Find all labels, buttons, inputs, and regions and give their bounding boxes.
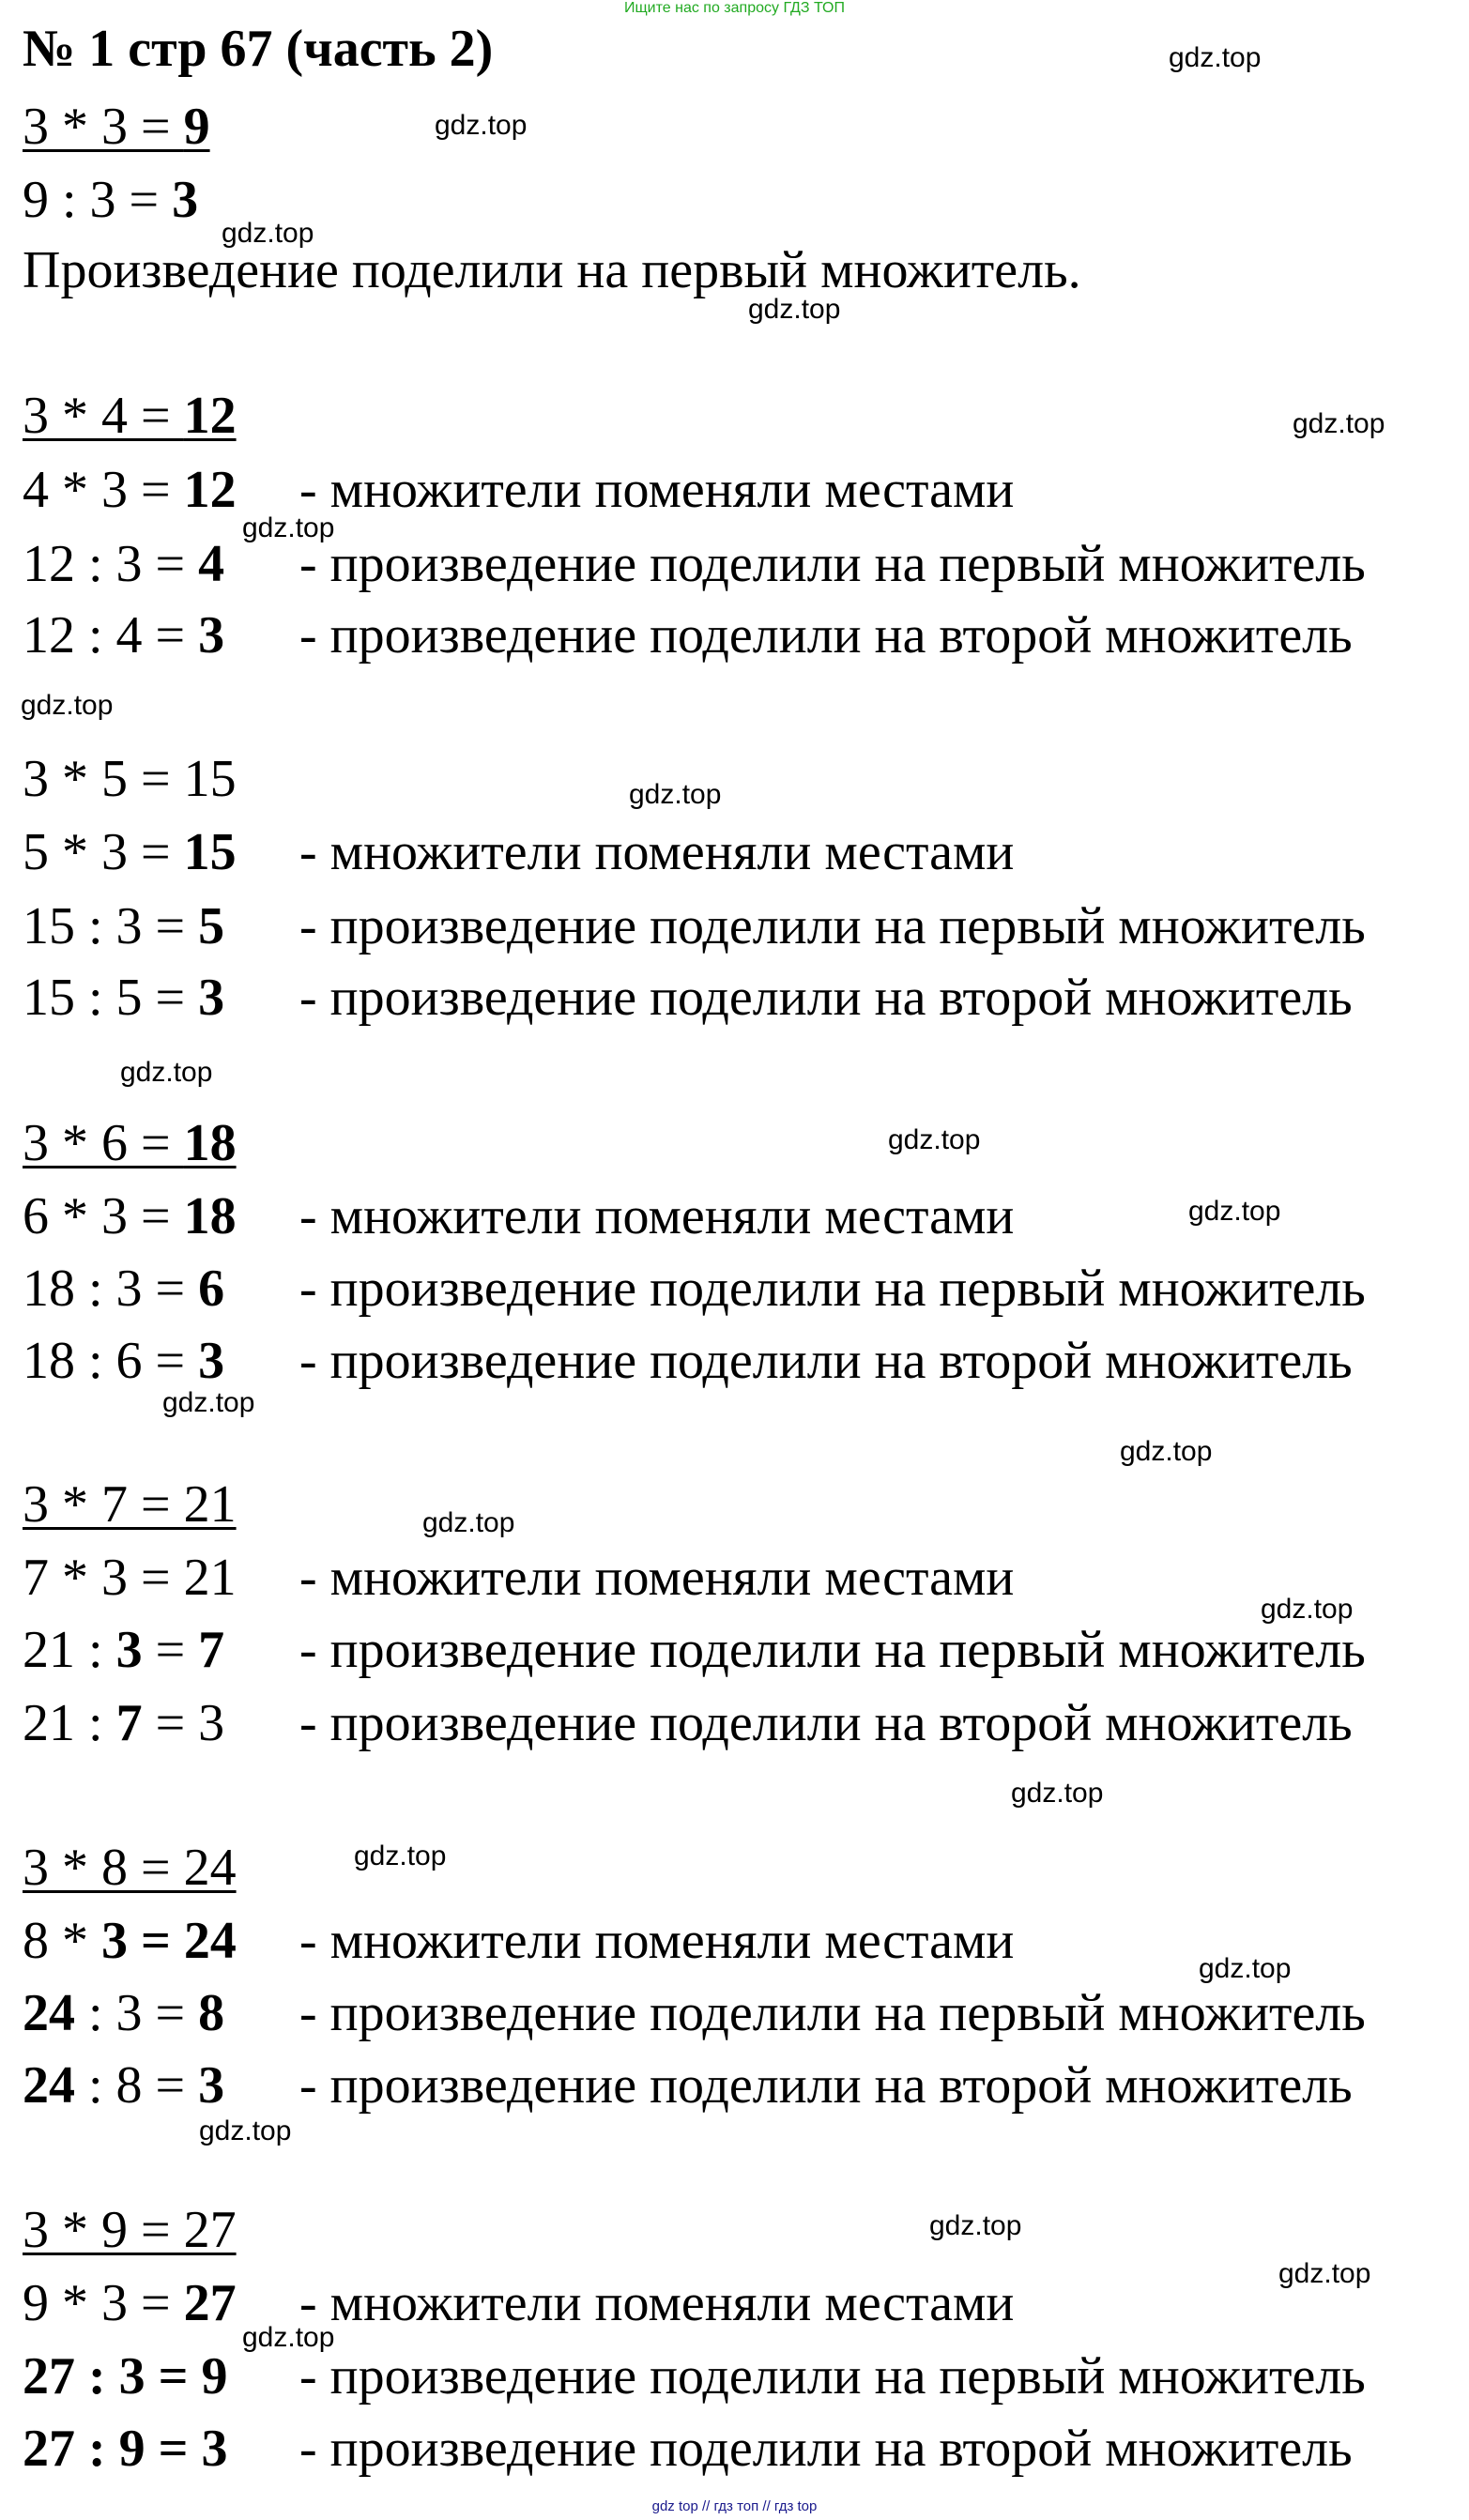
- equation-15div3: 15 : 3 = 5 - произведение поделили на первый множитель: [23, 897, 1366, 955]
- equation-18div3: 18 : 3 = 6 - произведение поделили на первый множитель: [23, 1260, 1366, 1318]
- equation-4x3: 4 * 3 = 12 - множители поменяли местами: [23, 461, 1015, 519]
- equation-7x3: 7 * 3 = 21 - множители поменяли местами: [23, 1549, 1015, 1607]
- watermark: gdz.top: [1120, 1436, 1213, 1467]
- watermark: gdz.top: [1278, 2258, 1371, 2289]
- equation-24div8: 24 : 8 = 3 - произведение поделили на второй множитель: [23, 2056, 1353, 2115]
- watermark: gdz.top: [748, 294, 841, 325]
- watermark: gdz.top: [1261, 1594, 1354, 1625]
- watermark: gdz.top: [242, 2322, 335, 2353]
- watermark: gdz.top: [888, 1124, 981, 1155]
- top-search-note: Ищите нас по запросу ГДЗ ТОП: [624, 0, 845, 16]
- watermark: gdz.top: [929, 2210, 1022, 2241]
- equation-3x7: 3 * 7 = 21: [23, 1475, 237, 1534]
- equation-21div7: 21 : 7 = 3 - произведение поделили на второй множитель: [23, 1694, 1353, 1752]
- watermark: gdz.top: [1199, 1953, 1292, 1984]
- equation-3x4: 3 * 4 = 12: [23, 387, 237, 445]
- watermark: gdz.top: [21, 690, 114, 721]
- equation-6x3: 6 * 3 = 18 - множители поменяли местами: [23, 1187, 1015, 1245]
- equation-3x5: 3 * 5 = 15: [23, 750, 237, 808]
- watermark: gdz.top: [162, 1387, 255, 1418]
- watermark: gdz.top: [242, 512, 335, 543]
- watermark: gdz.top: [222, 218, 314, 249]
- equation-27div9: 27 : 9 = 3 - произведение поделили на второй множитель: [23, 2420, 1353, 2478]
- equation-12div4: 12 : 4 = 3 - произведение поделили на второй множитель: [23, 606, 1353, 664]
- equation-27div3: 27 : 3 = 9 - произведение поделили на первый множитель: [23, 2347, 1366, 2405]
- watermark: gdz.top: [354, 1840, 447, 1871]
- equation-3x6: 3 * 6 = 18: [23, 1114, 237, 1172]
- watermark: gdz.top: [1293, 408, 1385, 439]
- equation-21div3: 21 : 3 = 7 - произведение поделили на первый множитель: [23, 1621, 1366, 1679]
- watermark: gdz.top: [120, 1057, 213, 1088]
- equation-3x3: 3 * 3 = 9: [23, 98, 210, 156]
- equation-24div3: 24 : 3 = 8 - произведение поделили на первый множитель: [23, 1984, 1366, 2042]
- explanation-text: Произведение поделили на первый множитель.: [23, 241, 1081, 299]
- watermark: gdz.top: [629, 779, 722, 810]
- equation-12div3: 12 : 3 = 4 - произведение поделили на первый множитель: [23, 535, 1366, 593]
- page-title: № 1 стр 67 (часть 2): [23, 20, 494, 78]
- watermark: gdz.top: [1188, 1196, 1281, 1227]
- equation-5x3: 5 * 3 = 15 - множители поменяли местами: [23, 823, 1015, 881]
- watermark: gdz.top: [1011, 1778, 1104, 1809]
- equation-9div3: 9 : 3 = 3: [23, 171, 199, 229]
- equation-8x3: 8 * 3 = 24 - множители поменяли местами: [23, 1912, 1015, 1970]
- equation-15div5: 15 : 5 = 3 - произведение поделили на второй множитель: [23, 969, 1353, 1027]
- equation-9x3: 9 * 3 = 27 - множители поменяли местами: [23, 2274, 1015, 2332]
- watermark: gdz.top: [422, 1507, 515, 1538]
- footer-links: gdz top // гдз топ // гдз top: [651, 2498, 818, 2514]
- equation-18div6: 18 : 6 = 3 - произведение поделили на второй множитель: [23, 1332, 1353, 1390]
- watermark: gdz.top: [435, 110, 528, 141]
- equation-3x8: 3 * 8 = 24: [23, 1839, 237, 1897]
- watermark: gdz.top: [1169, 42, 1262, 73]
- watermark: gdz.top: [199, 2115, 292, 2146]
- equation-3x9: 3 * 9 = 27: [23, 2201, 237, 2259]
